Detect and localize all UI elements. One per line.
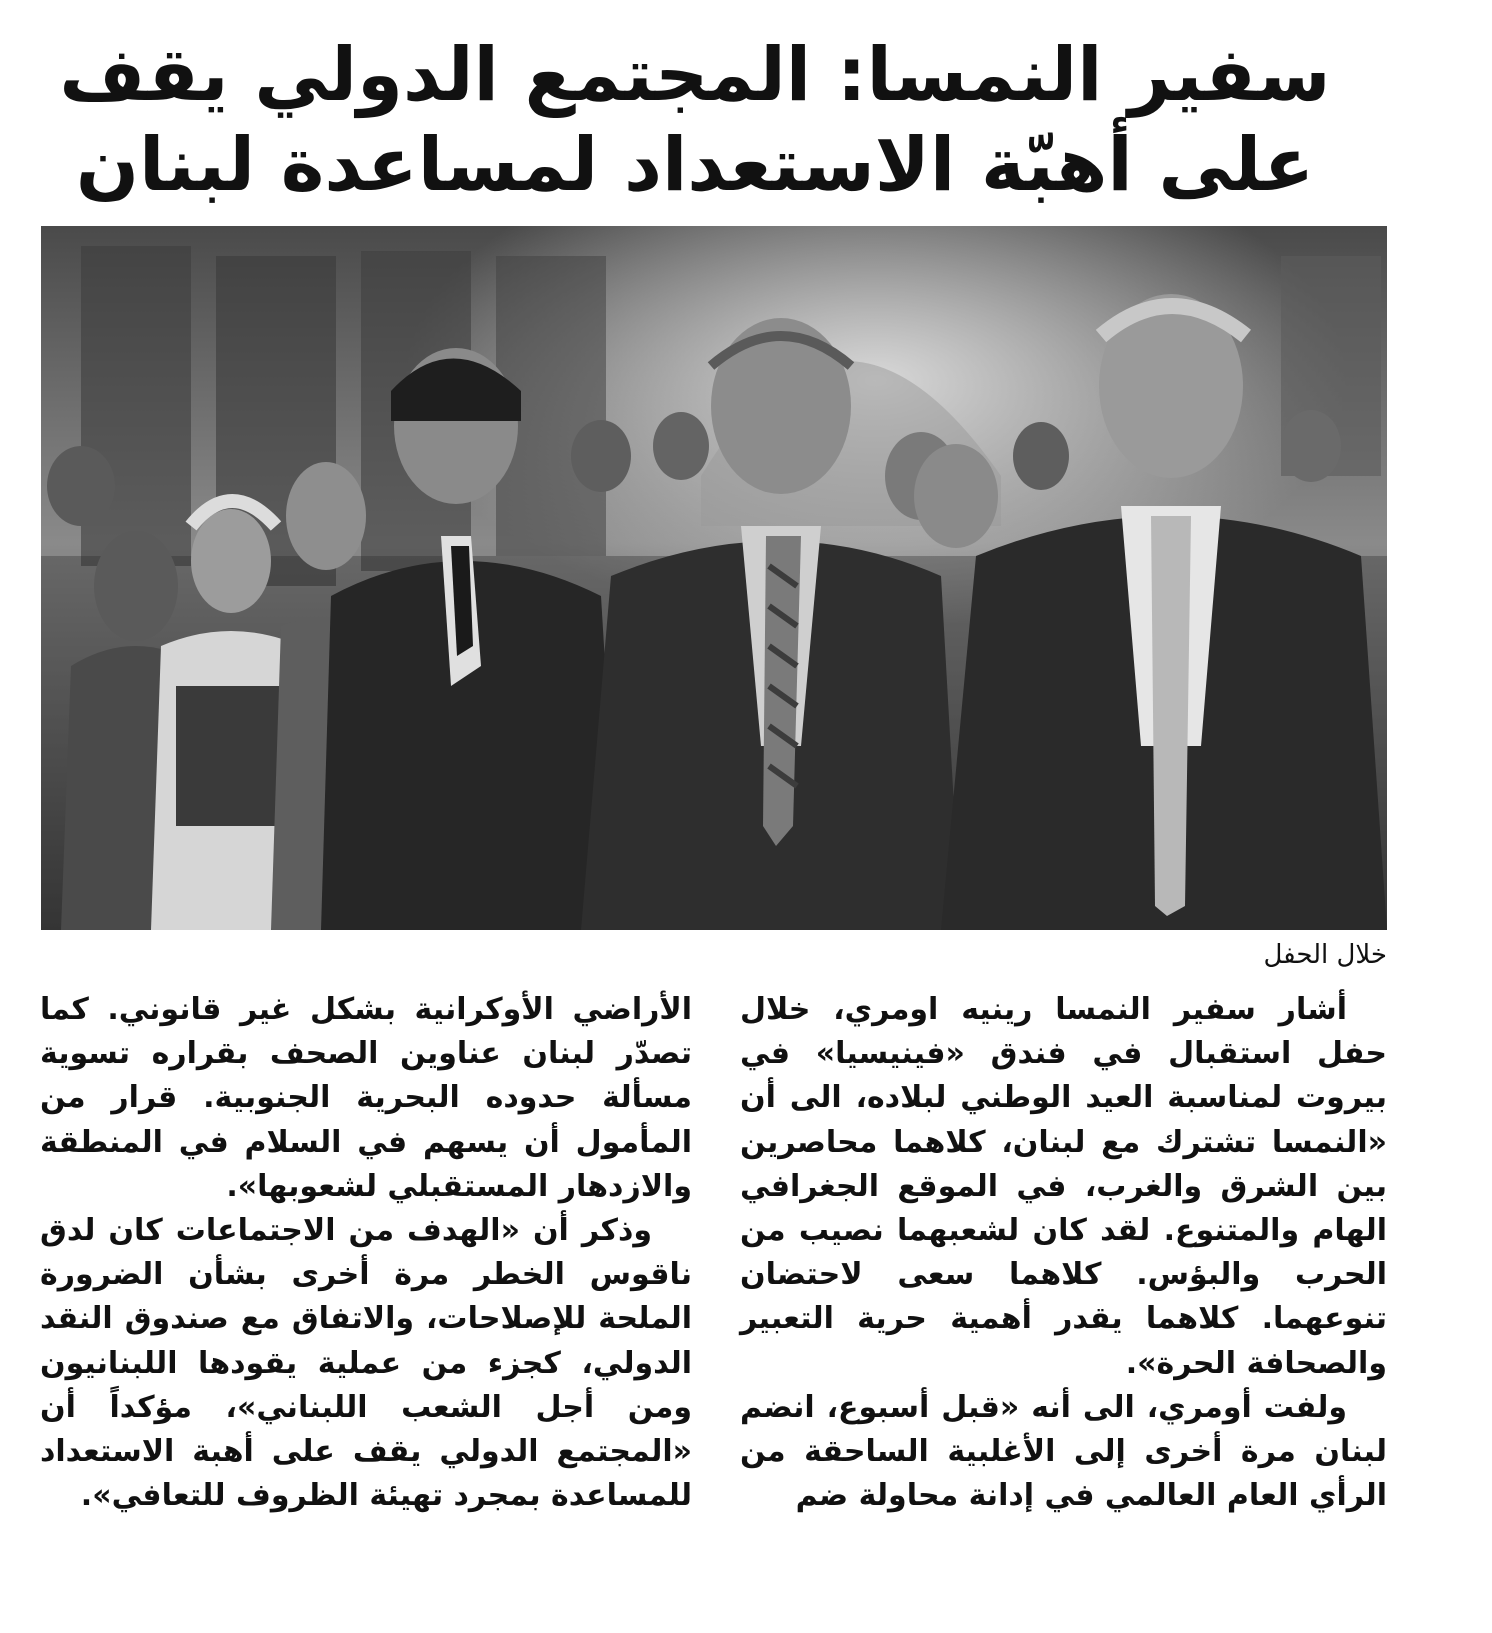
headline-line-2: على أهبّة الاستعداد لمساعدة لبنان (75, 122, 1315, 208)
paragraph: وذكر أن «الهدف من الاجتماعات كان لدق ناقوس الخطر مرة أخرى بشأن الضرورة الملحة للإصلاحات، والاتفاق مع صندوق النقد الدولي، كجزء من عملية يقودها اللبنانيون ومن أجل الشعب اللبناني»، مؤكداً أن «المجتمع الدولي يقف على أهبة الاستعداد للمساعدة بمجرد تهيئة الظروف للتعافي». (40, 1213, 692, 1514)
paragraph: الأراضي الأوكرانية بشكل غير قانوني. كما تصدّر لبنان عناوين الصحف بقراره تسوية مسألة حدوده البحرية الجنوبية. قرار من المأمول أن يسهم في السلام في المنطقة والازدهار المستقبلي لشعوبها». (40, 992, 692, 1204)
paragraph: ولفت أومري، الى أنه «قبل أسبوع، انضم لبنان مرة أخرى إلى الأغلبية الساحقة من الرأي العام العالمي في إدانة محاولة ضم (740, 1389, 1387, 1514)
headline-line-1: سفير النمسا: المجتمع الدولي يقف (59, 32, 1331, 118)
article-column-right (740, 988, 1387, 1518)
paragraph: أشار سفير النمسا رينيه اومري، خلال حفل استقبال في فندق «فينيسيا» في بيروت لمناسبة العيد الوطني لبلاده، الى أن «النمسا تشترك مع لبنان، كلاهما محاصرين بين الشرق والغرب، في الموقع الجغرافي الهام والمتنوع. لقد كان لشعبهما نصيب من الحرب والبؤس. كلاهما سعى لاحتضان تنوعهما. كلاهما يقدر أهمية حرية التعبير والصحافة الحرة». (740, 992, 1387, 1381)
article-column-left (40, 988, 692, 1518)
article-photo (41, 226, 1387, 930)
photo-people-at-reception-icon (41, 226, 1387, 930)
photo-caption: خلال الحفل (1263, 940, 1387, 970)
article-headline (40, 30, 1350, 210)
